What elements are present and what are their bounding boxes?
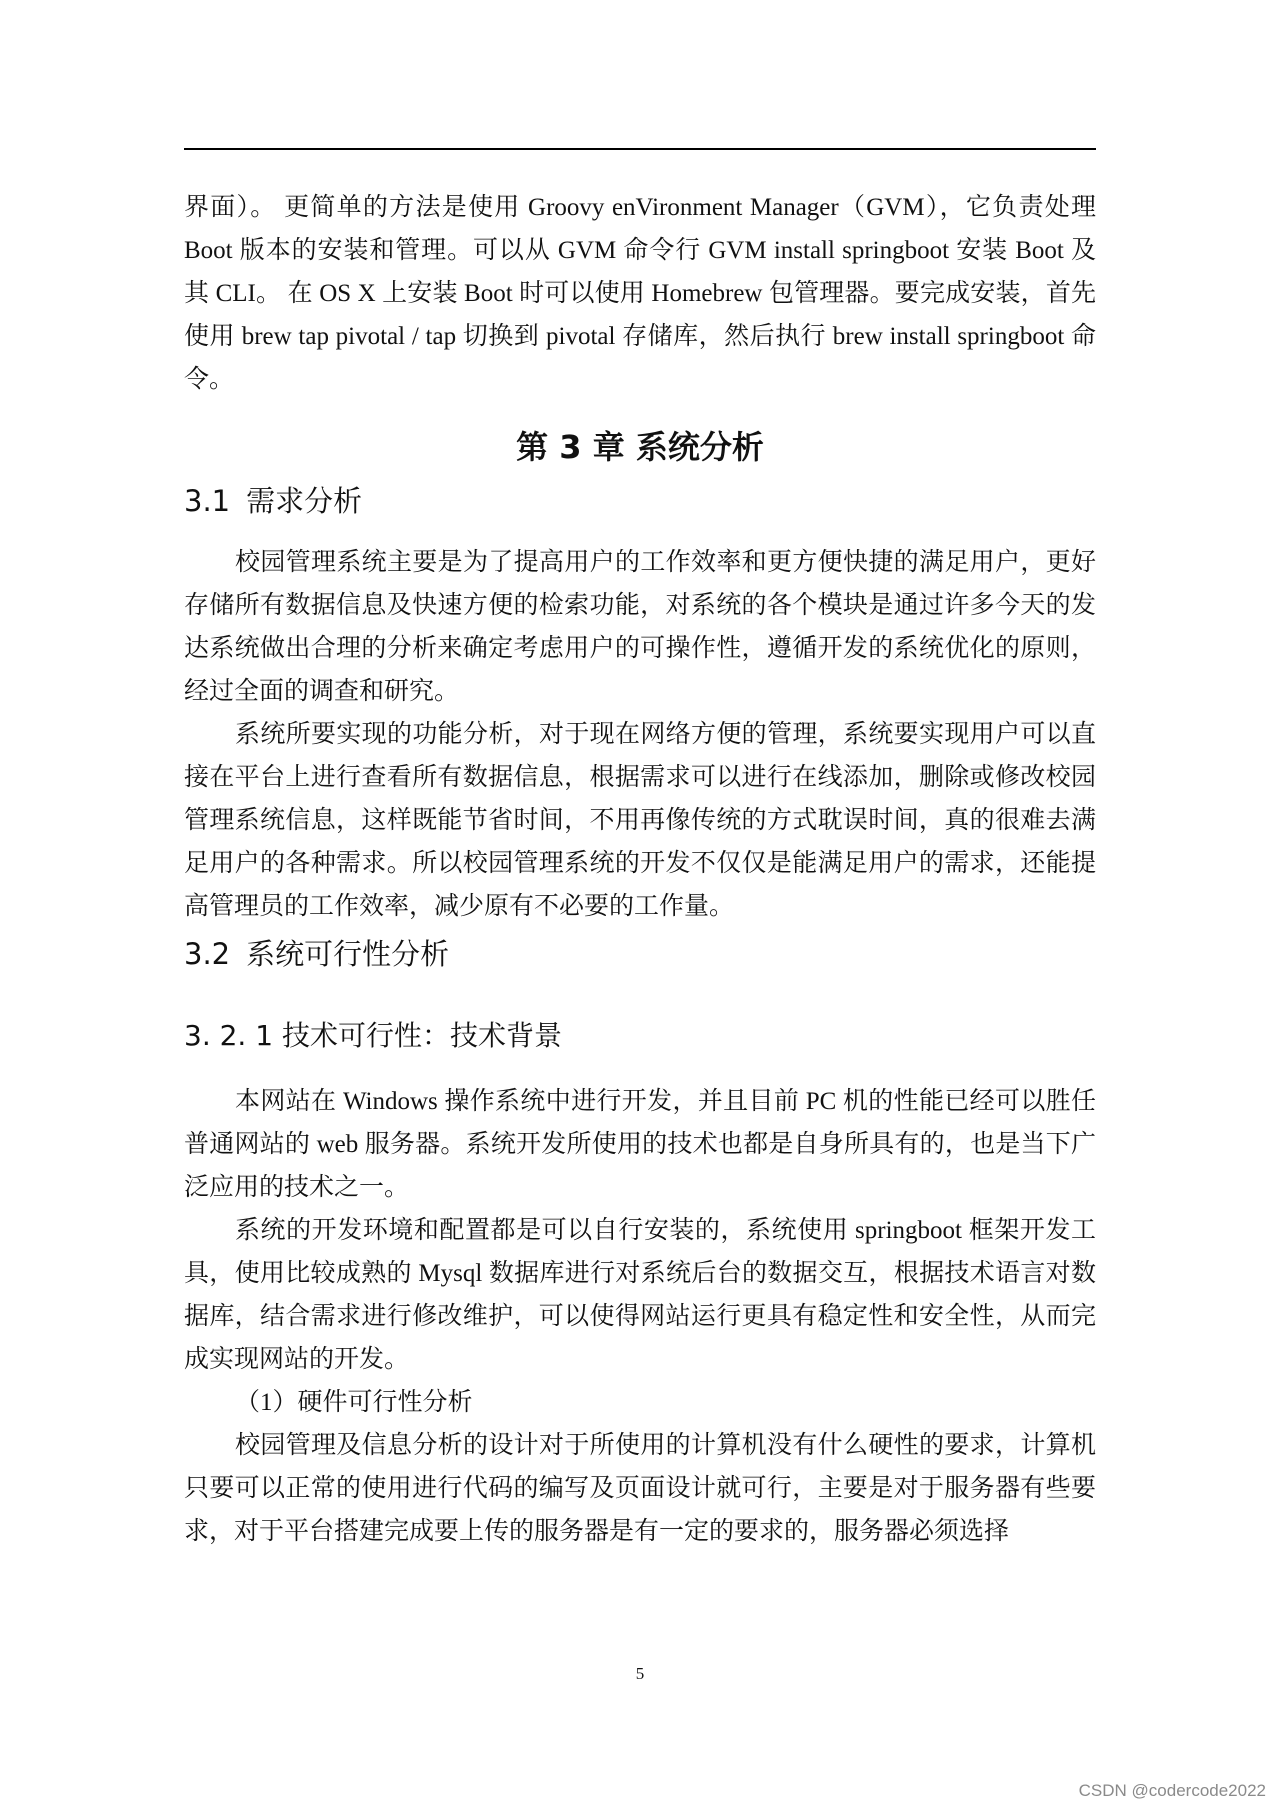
section-heading-3-1 [184,475,1096,527]
continuation-paragraph: 界面）。 更简单的方法是使用 Groovy enVironment Manager（GVM），它负责处理 Boot 版本的安装和管理。可以从 GVM 命令行 GVM install springboot 安装 Boot 及其 CLI。 在 OS X 上安装 Boot 时可以使用 Homebrew 包管理器。要完成安装，首先使用 brew tap pivotal / tap 切换到 pivotal 存储库，然后执行 brew install springboot 命令。 [184,194,1096,393]
page-number: 5 [635,1664,645,1683]
header-rule [184,148,1096,150]
subsection-heading-3-2-1: 3. 2. 1 技术可行性：技术背景 [184,1019,562,1052]
paragraph: 系统所要实现的功能分析，对于现在网络方便的管理，系统要实现用户可以直接在平台上进行查看所有数据信息，根据需求可以进行在线添加，删除或修改校园管理系统信息，这样既能节省时间，不用再像传统的方式耽误时间，真的很难去满足用户的各种需求。所以校园管理系统的开发不仅仅是能满足用户的需求，还能提高管理员的工作效率，减少原有不必要的工作量。 [184,721,1096,920]
page-content [184,186,1096,1553]
paragraph: 校园管理系统主要是为了提高用户的工作效率和更方便快捷的满足用户，更好存储所有数据信息及快速方便的检索功能，对系统的各个模块是通过许多今天的发达系统做出合理的分析来确定考虑用户的可操作性，遵循开发的系统优化的原则，经过全面的调查和研究。 [184,549,1096,705]
paragraph: 校园管理及信息分析的设计对于所使用的计算机没有什么硬性的要求，计算机只要可以正常的使用进行代码的编写及页面设计就可行，主要是对于服务器有些要求，对于平台搭建完成要上传的服务器是有一定的要求的，服务器必须选择 [184,1432,1096,1545]
section-number: 3.1 [184,484,231,518]
section-title: 系统可行性分析 [246,937,450,971]
chapter-title: 第 3 章 系统分析 [516,428,764,466]
paragraph: 系统的开发环境和配置都是可以自行安装的，系统使用 springboot 框架开发工具，使用比较成熟的 Mysql 数据库进行对系统后台的数据交互，根据技术语言对数据库，结合需求进行修改维护，可以使得网站运行更具有稳定性和安全性，从而完成实现网站的开发。 [184,1217,1096,1373]
subheading-hardware: （1）硬件可行性分析 [235,1389,473,1416]
section-number: 3.2 [184,937,231,971]
section-title: 需求分析 [246,484,363,518]
watermark: CSDN @codercode2022 [1078,1781,1266,1800]
paragraph: 本网站在 Windows 操作系统中进行开发，并且目前 PC 机的性能已经可以胜任普通网站的 web 服务器。系统开发所使用的技术也都是自身所具有的，也是当下广泛应用的技术之一。 [184,1088,1096,1201]
section-heading-3-2 [184,928,1096,980]
